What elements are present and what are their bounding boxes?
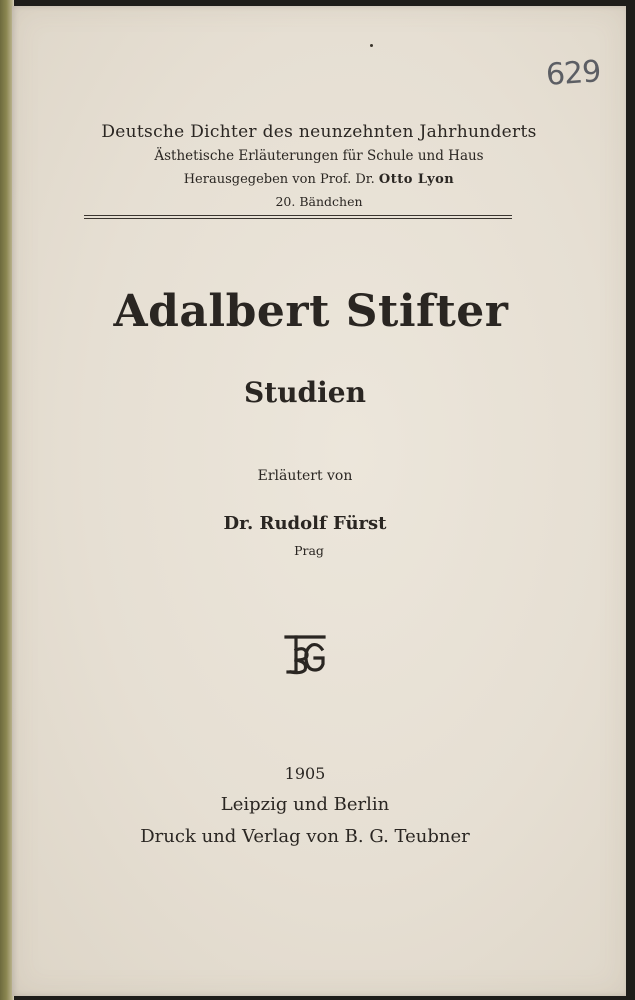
commentary-label: Erläutert von [257,468,353,484]
double-rule-divider [84,215,512,219]
series-title: Deutsche Dichter des neunzehnten Jahrhunderts [101,122,537,142]
editor-prefix: Herausgegeben von Prof. Dr. [183,172,375,187]
series-subtitle: Ästhetische Erläuterungen für Schule und Haus [154,148,484,164]
volume-number: 20. Bändchen [275,194,363,209]
editor-name: Otto Lyon [378,172,455,187]
series-editor [12,172,626,187]
publisher-logo [0,632,612,680]
title-page [12,6,626,996]
commentator-place: Prag [294,543,324,558]
publisher-line: Druck und Verlag von B. G. Teubner [140,826,470,847]
publication-cities: Leipzig und Berlin [220,794,390,815]
bg-monogram-icon [283,632,327,676]
commentator-name: Dr. Rudolf Fürst [223,513,387,534]
paper-speck [370,44,373,47]
work-title: Studien [244,376,366,409]
author-title: Adalbert Stifter [113,286,509,337]
handwritten-shelfmark: 629 [544,54,602,93]
publication-year: 1905 [284,764,326,783]
